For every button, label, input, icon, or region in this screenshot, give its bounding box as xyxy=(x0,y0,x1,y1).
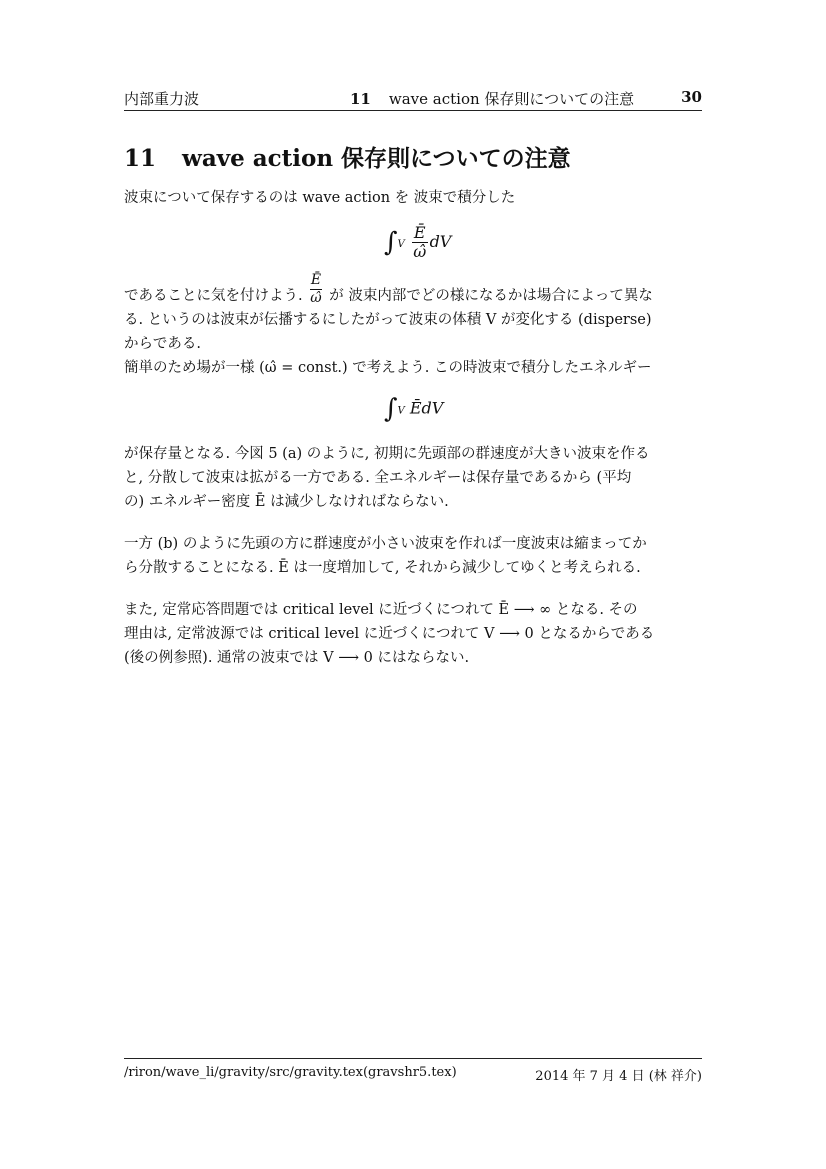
fraction-numerator: Ē xyxy=(310,271,322,288)
text-line xyxy=(124,271,704,308)
source-file-path: /riron/wave_li/gravity/src/gravity.tex(gravshr5.tex) xyxy=(124,1065,457,1080)
paragraph-1 xyxy=(124,186,704,210)
text-segment: が 波束内部でどの様になるかは場合によって異な xyxy=(329,288,653,304)
text-line: (後の例参照). 通常の波束では V ⟶ 0 にはならない. xyxy=(124,650,470,666)
page-number: 30 xyxy=(681,88,702,106)
fraction-denominator: ω̂ xyxy=(310,289,322,306)
integrand: ĒdV xyxy=(409,398,444,418)
inline-fraction xyxy=(310,272,321,307)
equation-wave-action-integral xyxy=(384,224,451,261)
text-line: の) エネルギー密度 Ē は減少しなければならない. xyxy=(124,494,449,510)
differential: dV xyxy=(429,232,452,251)
text-line: からである. xyxy=(124,336,201,352)
paragraph-2 xyxy=(124,271,704,380)
integral-sign: ∫ xyxy=(384,394,398,424)
text-line: ら分散することになる. Ē は一度増加して, それから減少してゆくと考えられる. xyxy=(124,560,641,576)
date-author: 2014 年 7 月 4 日 (林 祥介) xyxy=(535,1069,702,1084)
section-number: 11 xyxy=(124,145,157,172)
text-line: 理由は, 定常波源では critical level に近づくにつれて V ⟶ 0 となるからである xyxy=(124,626,655,642)
paragraph-3 xyxy=(124,442,704,514)
text-segment: であることに気を付けよう. xyxy=(124,288,303,304)
text-line: 波束について保存するのは wave action を 波束で積分した xyxy=(124,190,516,206)
section-heading xyxy=(124,140,571,173)
paragraph-5 xyxy=(124,598,704,670)
header-chapter: 内部重力波 xyxy=(124,90,200,108)
text-line: 一方 (b) のように先頭の方に群速度が小さい波束を作れば一度波束は縮まってか xyxy=(124,536,647,552)
text-line: また, 定常応答問題では critical level に近づくにつれて Ē ⟶ ∞ となる. その xyxy=(124,602,638,618)
section-title: wave action 保存則についての注意 xyxy=(182,145,571,172)
text-line: 簡単のため場が一様 (ω̂ = const.) で考えよう. この時波束で積分したエネルギー xyxy=(124,360,652,376)
text-line: と, 分散して波束は拡がる一方である. 全エネルギーは保存量であるから (平均 xyxy=(124,470,632,486)
header-section-title: wave action 保存則についての注意 xyxy=(388,90,635,108)
equation-energy-integral xyxy=(384,394,443,424)
page-footer xyxy=(124,1058,702,1084)
integral-subscript: V xyxy=(397,405,405,417)
fraction-numerator: Ē xyxy=(413,223,426,242)
header-section xyxy=(350,88,634,109)
fraction xyxy=(412,224,428,261)
paragraph-4 xyxy=(124,532,704,580)
running-header xyxy=(124,88,702,111)
text-line: る. というのは波束が伝播するにしたがって波束の体積 V が変化する (disperse) xyxy=(124,312,652,328)
integral-sign: ∫ xyxy=(384,227,398,258)
header-section-number: 11 xyxy=(350,90,371,108)
text-line: が保存量となる. 今図 5 (a) のように, 初期に先頭部の群速度が大きい波束を作る xyxy=(124,446,650,462)
fraction-denominator: ω̂ xyxy=(413,242,427,261)
integral-subscript: V xyxy=(397,239,405,250)
